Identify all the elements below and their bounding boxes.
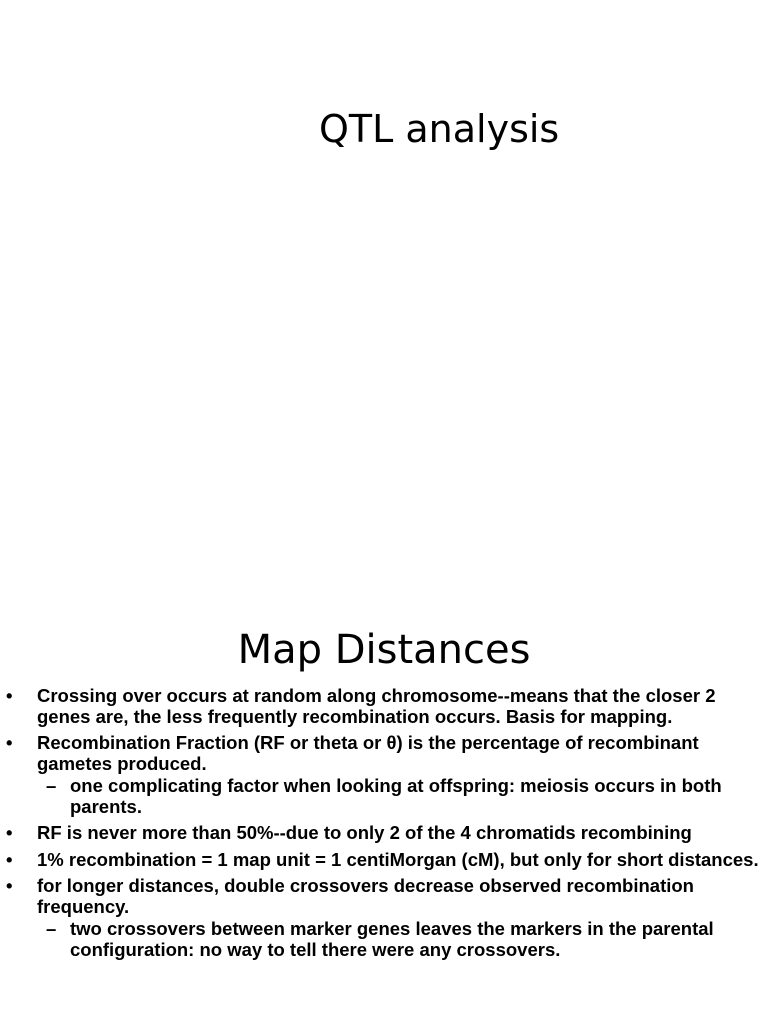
- bullet-text: RF is never more than 50%--due to only 2 of the 4 chromatids recombining: [37, 822, 692, 843]
- bullet-dot-icon: •: [6, 848, 13, 870]
- bullet-dot-icon: •: [6, 685, 13, 706]
- dash-icon: –: [46, 918, 57, 939]
- bullet-text: one complicating factor when looking at offspring: meiosis occurs in both parents.: [70, 775, 722, 817]
- bullet-dot-icon: •: [6, 822, 13, 843]
- slide-map-distances: [0, 512, 768, 1024]
- bullet-item: [0, 876, 768, 917]
- bullet-text: Recombination Fraction (RF or theta or θ) is the percentage of recombinant gametes produced.: [37, 732, 699, 774]
- bullet-item: [0, 823, 768, 844]
- slide-title: Map Distances: [237, 627, 531, 673]
- bullet-dot-icon: •: [6, 875, 13, 896]
- bullet-list: [0, 686, 768, 966]
- bullet-dot-icon: •: [6, 732, 13, 753]
- bullet-item: [0, 733, 768, 774]
- bullet-item: [0, 686, 768, 727]
- bullet-text: Crossing over occurs at random along chromosome--means that the closer 2 genes are, the less frequently recombination occurs. Basis for mapping.: [37, 685, 716, 727]
- bullet-text: two crossovers between marker genes leaves the markers in the parental configuration: no way to tell there were any crossovers.: [70, 918, 714, 960]
- bullet-item: [0, 850, 768, 871]
- slide-title: QTL analysis: [319, 107, 560, 151]
- bullet-text: for longer distances, double crossovers decrease observed recombination frequency.: [37, 875, 694, 917]
- sub-bullet-item: [0, 919, 768, 960]
- bullet-text: 1% recombination = 1 map unit = 1 centiMorgan (cM), but only for short distances.: [37, 848, 759, 870]
- sub-bullet-item: [0, 776, 768, 817]
- dash-icon: –: [46, 775, 57, 796]
